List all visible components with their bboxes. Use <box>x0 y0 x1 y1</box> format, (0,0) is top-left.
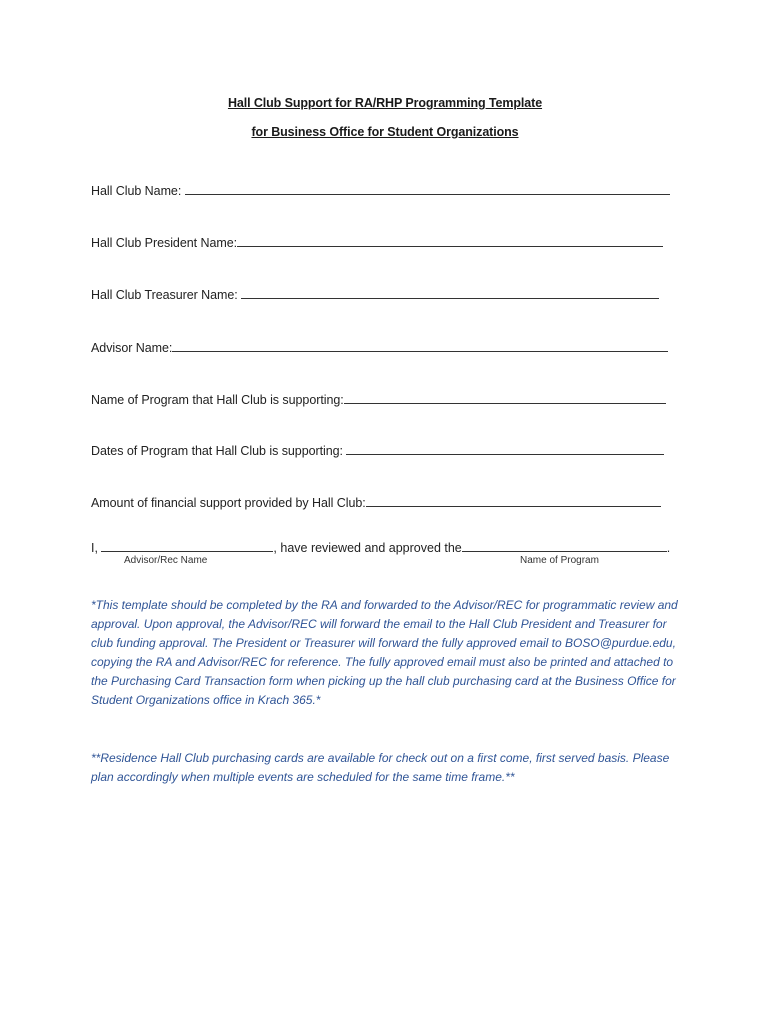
document-subtitle: for Business Office for Student Organizations <box>251 125 519 139</box>
document-title: Hall Club Support for RA/RHP Programming Template <box>227 96 543 110</box>
approved-program-field[interactable] <box>462 539 667 552</box>
advisor-name-row <box>91 339 668 355</box>
advisor-caption: Advisor/Rec Name <box>124 555 208 566</box>
program-name-label: Name of Program that Hall Club is supporting: <box>91 393 344 407</box>
advisor-signature-field[interactable] <box>101 539 273 552</box>
program-dates-field[interactable] <box>346 442 664 455</box>
program-dates-label: Dates of Program that Hall Club is supporting: <box>91 444 347 458</box>
approval-middle: , have reviewed and approved the <box>273 541 462 555</box>
program-name-field[interactable] <box>344 391 666 404</box>
hall-club-name-label: Hall Club Name: <box>91 184 185 198</box>
purchasing-card-note: **Residence Hall Club purchasing cards are available for check out on a first come, first served basis. Please plan accordingly when multiple events are scheduled for the same time frame.** <box>91 751 670 784</box>
advisor-name-label: Advisor Name: <box>91 341 173 355</box>
advisor-name-field[interactable] <box>172 339 668 352</box>
president-name-row <box>91 234 663 250</box>
program-name-row <box>91 391 666 407</box>
approval-prefix: I, <box>91 541 102 555</box>
financial-support-field[interactable] <box>366 494 661 507</box>
treasurer-name-row <box>91 286 659 302</box>
hall-club-name-field[interactable] <box>185 182 670 195</box>
president-name-field[interactable] <box>237 234 663 247</box>
treasurer-name-label: Hall Club Treasurer Name: <box>91 288 242 302</box>
financial-support-label: Amount of financial support provided by Hall Club: <box>91 496 366 510</box>
approval-suffix: . <box>666 541 671 555</box>
program-dates-row <box>91 442 664 458</box>
program-caption: Name of Program <box>520 555 599 566</box>
treasurer-name-field[interactable] <box>241 286 659 299</box>
approval-statement <box>91 539 670 555</box>
hall-club-name-row <box>91 182 670 198</box>
president-name-label: Hall Club President Name: <box>91 236 238 250</box>
financial-support-row <box>91 494 661 510</box>
instructions-note: *This template should be completed by the RA and forwarded to the Advisor/REC for programmatic review and approval. Upon approval, the Advisor/REC will forward the email to the Hall Club President and Treasurer for club funding approval. The President or Treasurer will forward the fully approved email to BOSO@purdue.edu, copying the RA and Advisor/REC for reference. The fully approved email must also be printed and attached to the Purchasing Card Transaction form when picking up the hall club purchasing card at the Business Office for Student Organizations office in Krach 365.* <box>91 598 678 707</box>
